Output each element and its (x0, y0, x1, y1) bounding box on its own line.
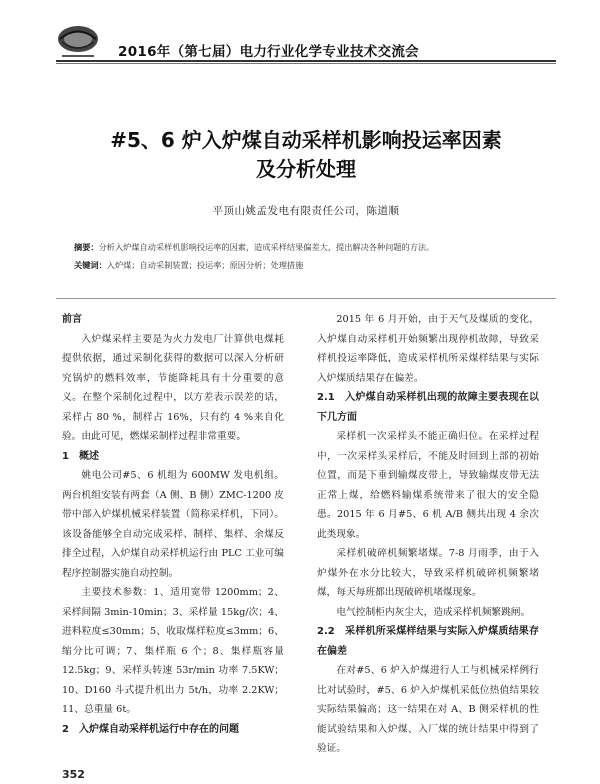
keywords-text: 入炉煤；自动采制装置；投运率；原因分析；处理措施 (106, 260, 304, 270)
abstract-line (74, 240, 554, 254)
paper-title-line1: #5、6 炉入炉煤自动采样机影响投运率因素 (110, 128, 502, 152)
section21-paragraph2: 采样机破碎机频繁堵煤。7-8 月雨季，由于入炉煤外在水分比较大，导致采样机破碎机频繁堵煤，每天每班都出现破碎机堵煤现象。 (317, 548, 539, 598)
page-number: 352 (62, 768, 85, 781)
organization-logo-icon (52, 22, 104, 60)
paper-title-line2: 及分析处理 (256, 157, 356, 181)
section1-paragraph1: 姚电公司#5、6 机组为 600MW 发电机组。两台机组安装有两套（A 侧、B 侧）ZMC-1200 皮带中部入炉煤机械采样装置（简称采样机，下同）。该设备能够全自动完成采样、制样、集样、余煤反排全过程，入炉煤自动采样机运行由 PLC 工业可编程序控制器实施自动控制。 (62, 470, 284, 579)
section1-heading: 1 概述 (62, 450, 99, 462)
section22-heading: 2.2 采样机所采煤样结果与实际入炉煤质结果存在偏差 (317, 626, 539, 657)
preface-heading: 前言 (62, 314, 82, 325)
abstract-label: 摘要： (74, 242, 99, 252)
abstract-text: 分析入炉煤自动采样机影响投运率的因素，造成采样结果偏差大，提出解决各种问题的方法。 (98, 242, 435, 252)
keywords-label: 关键词： (74, 260, 107, 270)
author-affiliation: 平顶山姚孟发电有限责任公司，陈道顺 (212, 205, 400, 217)
header-divider (56, 60, 556, 62)
conference-title: 2016年（第七届）电力行业化学专业技术交流会 (118, 44, 419, 60)
page-header (0, 0, 600, 62)
section2-paragraph1: 2015 年 6 月开始，由于天气及煤质的变化，入炉煤自动采样机开始频繁出现停机故障，导致采样机投运率降低，造成采样机所采煤样结果与实际入炉煤质结果存在偏差。 (317, 314, 539, 384)
section21-paragraph1: 采样机一次采样头不能正确归位。在采样过程中，一次采样头采样后，不能及时回到上部的初始位置，而是下垂到输煤皮带上，导致输煤皮带无法正常上煤，给燃料输煤系统带来了很大的安全隐患。2015 年 6 月#5、6 机 A/B 侧共出现 4 余次此类现象。 (317, 431, 539, 540)
keywords-line (74, 258, 554, 272)
section21-heading: 2.1 入炉煤自动采样机出现的故障主要表现在以下几方面 (317, 392, 539, 423)
left-column (62, 310, 284, 739)
header-divider-thin (56, 63, 556, 64)
abstract-divider (56, 298, 556, 299)
preface-paragraph: 入炉煤采样主要是为火力发电厂计算供电煤耗提供依据，通过采制化获得的数据可以深入分析研究锅炉的燃料效率，节能降耗具有十分重要的意义。在整个采制化过程中，以方差表示误差的话，采样占 80 %，制样占 16%，只有约 4 %来自化验。由此可见，燃煤采制样过程非常重要。 (62, 333, 284, 442)
section21-paragraph3: 电气控制柜内灰尘大，造成采样机频繁跳闸。 (336, 606, 531, 618)
section22-paragraph1: 在对#5、6 炉入炉煤进行人工与机械采样例行比对试验时，#5、6 炉入炉煤机采低位热值结果较实际结果偏高；这一结果在对 A、B 侧采样机的性能试验结果和入炉煤、入厂煤的统计结果中得到了验证。 (317, 665, 539, 754)
abstract-block (74, 240, 554, 272)
right-column (317, 310, 539, 759)
section2-heading: 2 入炉煤自动采样机运行中存在的问题 (62, 723, 239, 735)
section1-paragraph2: 主要技术参数：1、适用宽带 1200mm；2、采样间隔 3min-10min；3、采样量 15kg/次；4、进料粒度≤30mm；5、收取煤样粒度≤3mm；6、缩分比可调；7、集样瓶 6 个；8、集样瓶容量 12.5kg；9、采样头转速 53r/min 功率 7.5KW；10、D160 斗式提升机出力 5t/h，功率 2.2KW；11、总重量 6t。 (62, 587, 284, 715)
